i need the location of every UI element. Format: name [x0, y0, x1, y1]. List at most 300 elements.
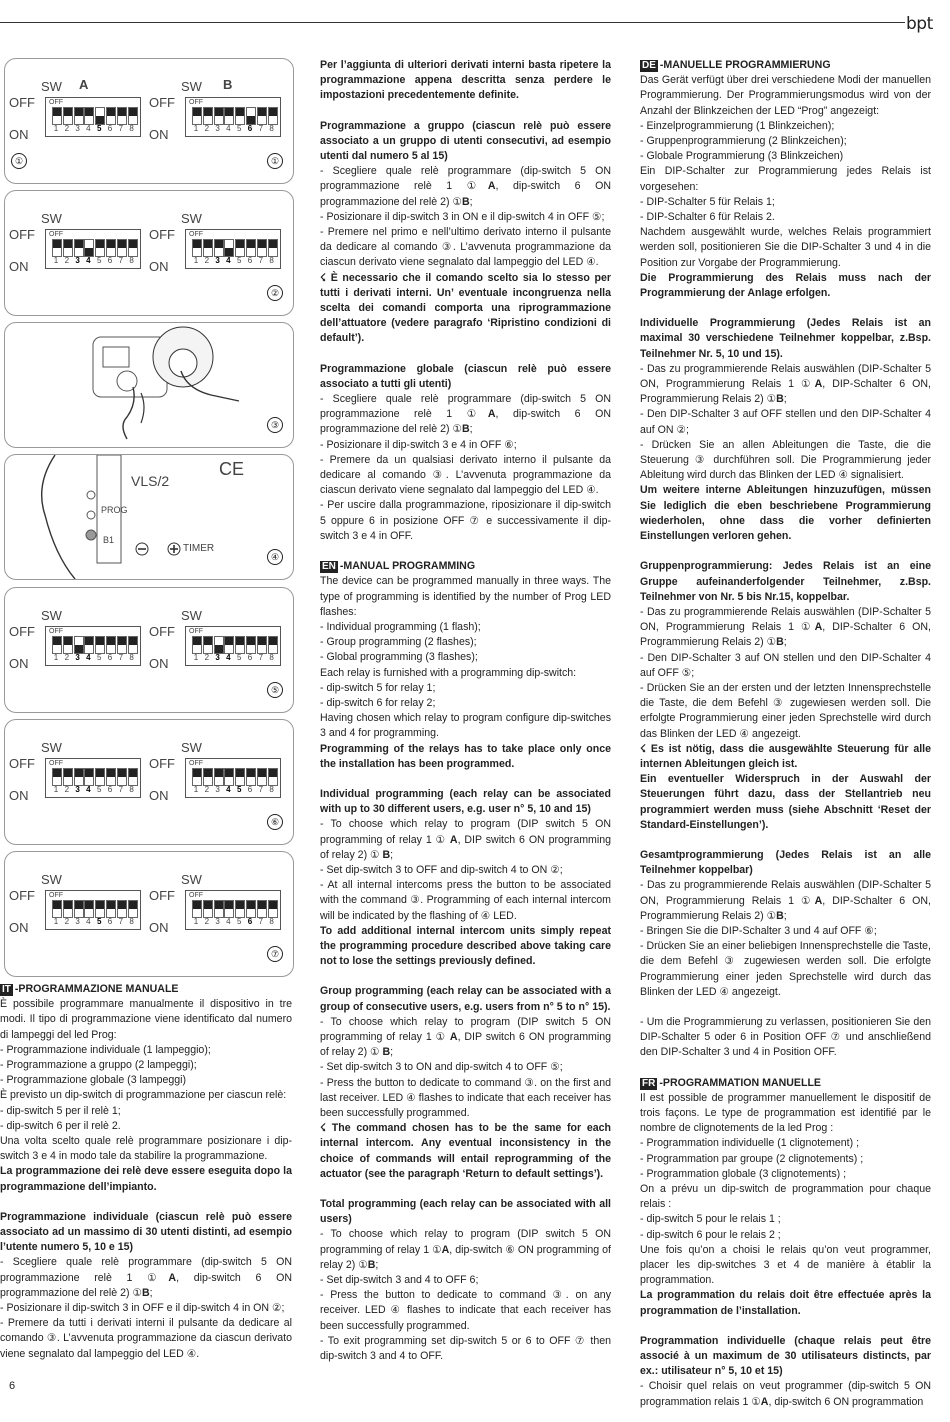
dip-lever — [215, 108, 223, 116]
paragraph: - Set dip-switch 3 and 4 to OFF 6; — [320, 1274, 479, 1287]
off-label: OFF — [149, 888, 175, 903]
dip-off-label: OFF — [189, 99, 203, 106]
sw-label: SW — [41, 211, 62, 226]
dip-off-label: OFF — [189, 892, 203, 899]
dip-number: 1 — [193, 653, 199, 662]
dip-lever — [247, 240, 255, 248]
dip-switch-block — [45, 758, 141, 798]
paragraph: - Posizionare il dip-switch 3 in ON e il dip-switch 4 in OFF ⑤; — [320, 210, 605, 223]
paragraph: The device can be programmed manually in three ways. The type of programming is identified by the number of Prog LED flashes: — [320, 575, 611, 618]
paragraph-gap — [320, 1182, 611, 1197]
dip-number: 7 — [258, 785, 264, 794]
dip-switch-4 — [84, 636, 94, 654]
dip-lever — [53, 901, 61, 909]
paragraph-gap — [640, 1000, 931, 1015]
middle-text-column — [320, 58, 611, 1364]
paragraph: - dip-switch 6 per il relè 2. — [0, 1119, 121, 1132]
sw-label: SW — [181, 211, 202, 226]
dip-switch-6 — [246, 900, 256, 918]
dip-number: 8 — [269, 917, 274, 926]
dip-number: 3 — [215, 124, 220, 133]
dip-number: 5 — [96, 124, 102, 133]
dip-switch-block — [185, 626, 281, 666]
dip-number: 2 — [64, 256, 70, 265]
dip-lever — [53, 108, 61, 116]
dip-lever — [236, 769, 244, 777]
paragraph: IT -PROGRAMMAZIONE MANUALE — [2, 983, 179, 995]
dip-lever — [107, 901, 115, 909]
paragraph: - Scegliere quale relè programmare (dip-switch 5 ON programmazione relè 1 ①A, dip-switch 6 ON programmazione del relè 2) ①B; — [0, 1256, 293, 1299]
dip-lever — [215, 901, 223, 909]
dip-number: 5 — [96, 256, 102, 265]
dip-number: 2 — [64, 124, 70, 133]
dip-lever — [107, 637, 115, 645]
paragraph-gap — [320, 772, 611, 787]
dip-switch-block — [45, 626, 141, 666]
paragraph-gap — [640, 544, 931, 559]
off-label: OFF — [9, 95, 35, 110]
dip-switch-1 — [52, 900, 62, 918]
dip-switch-8 — [128, 900, 138, 918]
dip-number: 4 — [86, 124, 91, 133]
dip-number: 3 — [75, 256, 80, 265]
dip-number: 4 — [86, 256, 91, 265]
dip-number: 6 — [247, 653, 253, 662]
dip-number: 1 — [53, 917, 59, 926]
dip-lever — [269, 901, 277, 909]
italian-text-column — [0, 982, 292, 1362]
dip-number: 5 — [96, 653, 102, 662]
dip-switch-8 — [268, 239, 278, 257]
paragraph: - Programmazione individuale (1 lampeggio); — [0, 1043, 211, 1056]
dip-lever — [225, 637, 233, 645]
dip-lever — [75, 645, 83, 653]
on-label: ON — [149, 259, 169, 274]
dip-number: 1 — [193, 124, 199, 133]
dip-off-label: OFF — [189, 628, 203, 635]
paragraph: - Drücken Sie an allen Ableitungen die Taste, die die Steuerung ③ durchführen soll. Die Programmierung jeder Ableitung wird durch das Blinken der LED ④ signalisiert. — [640, 438, 931, 482]
on-label: ON — [149, 920, 169, 935]
dip-lever — [53, 769, 61, 777]
magnified-button — [169, 349, 197, 377]
paragraph: - Den DIP-Schalter 3 auf OFF stellen und den DIP-Schalter 4 auf ON ②; — [640, 408, 931, 436]
dip-lever — [236, 901, 244, 909]
dip-lever — [64, 637, 72, 645]
dip-lever — [258, 240, 266, 248]
paragraph: On a prévu un dip-switch de programmation pour chaque relais : — [640, 1183, 931, 1211]
dip-number: 5 — [236, 653, 242, 662]
dip-lever — [225, 248, 233, 256]
paragraph: - Global programming (3 flashes); — [320, 651, 478, 664]
intercom-button — [117, 371, 137, 391]
paragraph: Il est possible de programmer manuellement le dispositif de trois façons. Le type de programmation est identifié par le nombre de clignotements de la led Prog : — [640, 1091, 931, 1135]
dip-switch-7 — [257, 768, 267, 786]
dip-switch-5 — [235, 107, 245, 125]
step-marker-7: ⑦ — [267, 946, 283, 962]
paragraph: Gesamtprogrammierung (Jedes Relais ist an alle Teilnehmer koppelbar) — [640, 848, 931, 877]
on-label: ON — [9, 788, 29, 803]
dip-number: 4 — [86, 785, 91, 794]
dip-number: 5 — [236, 124, 242, 133]
dip-number: 1 — [193, 785, 199, 794]
paragraph: - Globale Programmierung (3 Blinkzeichen) — [640, 150, 844, 163]
dip-switch-3 — [214, 107, 224, 125]
dip-switch-1 — [52, 239, 62, 257]
dip-switch-7 — [257, 239, 267, 257]
paragraph: - Das zu programmierende Relais auswählen (DIP-Schalter 5 ON, Programmierung Relais 1 ①A, DIP-Schalter 6 ON, Programmierung Relais 2) ①B; — [640, 879, 931, 922]
dip-lever — [193, 240, 201, 248]
paragraph: - Einzelprogrammierung (1 Blinkzeichen); — [640, 119, 835, 132]
dip-lever — [129, 769, 137, 777]
paragraph: FR -PROGRAMMATION MANUELLE — [642, 1076, 821, 1089]
dip-number: 5 — [236, 785, 242, 794]
dip-switch-5 — [235, 900, 245, 918]
dip-switch-3 — [74, 239, 84, 257]
prog-led-icon — [86, 530, 96, 540]
dip-switch-7 — [117, 900, 127, 918]
dip-off-label: OFF — [189, 760, 203, 767]
step-marker-6: ⑥ — [267, 814, 283, 830]
paragraph: - Programmazione a gruppo (2 lampeggi); — [0, 1059, 197, 1072]
off-label: OFF — [9, 756, 35, 771]
dip-lever — [193, 901, 201, 909]
paragraph: ☇ Es ist nötig, dass die ausgewählte Steuerung für alle internen Ableitungen gleich ist. — [640, 742, 931, 770]
dip-lever — [85, 248, 93, 256]
paragraph: - Posizionare il dip-switch 3 in OFF e il dip-switch 4 in ON ②; — [0, 1302, 285, 1315]
dip-number: 2 — [64, 917, 70, 926]
paragraph: La programmazione dei relè deve essere eseguita dopo la programmazione dell’impianto. — [0, 1165, 292, 1193]
dip-switch-2 — [63, 768, 73, 786]
dip-lever — [107, 108, 115, 116]
dip-switch-8 — [268, 900, 278, 918]
dip-switch-1 — [192, 239, 202, 257]
dip-number: 6 — [107, 917, 113, 926]
dip-lever — [129, 901, 137, 909]
dip-number: 4 — [226, 917, 231, 926]
dip-lever — [204, 901, 212, 909]
step-marker-5: ⑤ — [267, 682, 283, 698]
dip-number: 8 — [129, 124, 134, 133]
off-label: OFF — [149, 227, 175, 242]
sw-label-a: SW — [41, 79, 62, 94]
dip-lever — [96, 769, 104, 777]
dip-switch-4 — [84, 768, 94, 786]
paragraph: - Um die Programmierung zu verlassen, positionieren Sie den DIP-Schalter 5 oder 6 in Position OFF ⑦ und anschließend den DIP-Schalter 3 und 4 in Position OFF. — [640, 1015, 931, 1059]
dip-switch-5 — [95, 107, 105, 125]
dip-number: 6 — [107, 256, 113, 265]
paragraph-gap — [640, 833, 931, 848]
dip-switch-1 — [192, 768, 202, 786]
paragraph: Individuelle Programmierung (Jedes Relais ist an maximal 30 verschiedene Teilnehmer koppelbar, z.Bsp. Teilnehmer Nr. 5, 10 und 15). — [640, 317, 931, 360]
dip-switch-5 — [235, 768, 245, 786]
sw-label: SW — [41, 740, 62, 755]
dip-lever — [96, 116, 104, 124]
dip-number: 7 — [258, 124, 264, 133]
on-label: ON — [149, 788, 169, 803]
dip-number: 3 — [215, 917, 220, 926]
dip-number: 7 — [118, 256, 124, 265]
paragraph: DE -MANUELLE PROGRAMMIERUNG — [642, 59, 831, 71]
dip-number: 8 — [269, 256, 274, 265]
dip-number: 6 — [247, 256, 253, 265]
off-label: OFF — [9, 624, 35, 639]
dip-number: 8 — [269, 653, 274, 662]
paragraph: - Press the button to dedicate to command ③. on the first and last receiver. LED ④ flashes to indicate that each receiver has been successfully programmed. — [320, 1076, 611, 1119]
dip-switch-7 — [117, 107, 127, 125]
dip-number: 6 — [247, 785, 253, 794]
paragraph: - To choose which relay to program (DIP switch 5 ON programming of relay 1 ①A, dip-switch ⑥ ON programming of relay 2) ①B; — [320, 1228, 612, 1271]
dip-switch-2 — [203, 768, 213, 786]
paragraph: Total programming (each relay can be associated with all users) — [320, 1198, 611, 1226]
diagram-panel-6 — [4, 719, 294, 845]
dip-lever — [204, 108, 212, 116]
dip-number: 8 — [269, 124, 274, 133]
dip-lever — [85, 108, 93, 116]
dip-number: 6 — [107, 124, 113, 133]
diagram-panel-4 — [4, 454, 294, 580]
dip-number: 2 — [64, 785, 70, 794]
dip-lever — [107, 240, 115, 248]
paragraph: È possibile programmare manualmente il dispositivo in tre modi. Il tipo di programmazione viene identificato dal numero di lampeggi del led Prog: — [0, 998, 292, 1041]
paragraph-gap — [640, 1061, 931, 1076]
step-marker-4: ④ — [267, 549, 283, 565]
paragraph: - At all internal intercoms press the button to be associated with the command ③. Programming of each internal intercom will be indicated by the flashing of ④ LED. — [320, 879, 611, 922]
dip-number: 5 — [96, 785, 102, 794]
dip-switch-1 — [192, 900, 202, 918]
on-label: ON — [149, 127, 169, 142]
dip-lever — [204, 769, 212, 777]
dip-switch-2 — [203, 107, 213, 125]
dip-lever — [236, 637, 244, 645]
dip-switch-3 — [214, 239, 224, 257]
paragraph: Um weitere interne Ableitungen hinzuzufügen, müssen Sie lediglich die eben beschriebene Programmierung wiederholen, ohne dass die vorher definierten Einstellungen verloren gehen. — [640, 484, 931, 543]
dip-lever — [269, 108, 277, 116]
dip-off-label: OFF — [189, 231, 203, 238]
dip-number: 2 — [64, 653, 70, 662]
diagram-panel-5 — [4, 587, 294, 713]
step-marker-1: ① — [267, 153, 283, 169]
dip-number: 7 — [258, 653, 264, 662]
ce-mark: CE — [219, 459, 245, 479]
dip-off-label: OFF — [49, 628, 63, 635]
dip-switch-3 — [214, 768, 224, 786]
dip-number: 7 — [118, 917, 124, 926]
paragraph: - DIP-Schalter 5 für Relais 1; — [640, 195, 775, 208]
paragraph: Gruppenprogrammierung: Jedes Relais ist an eine Gruppe aufeinanderfolgender Teilnehmer, z.Bsp. Teilnehmer von Nr. 5 bis Nr.15, koppelbar. — [640, 560, 931, 603]
dip-switch-7 — [257, 636, 267, 654]
dip-number: 3 — [75, 917, 80, 926]
dip-switch-block — [45, 97, 141, 137]
off-label: OFF — [9, 888, 35, 903]
paragraph: - Set dip-switch 3 to ON and dip-switch 4 to OFF ⑤; — [320, 1061, 563, 1074]
dip-switch-4 — [84, 900, 94, 918]
dip-switch-block — [185, 97, 281, 137]
dip-lever — [236, 108, 244, 116]
dip-switch-2 — [203, 900, 213, 918]
dip-switch-block — [185, 229, 281, 269]
led-icon — [87, 491, 95, 499]
sw-label: SW — [41, 872, 62, 887]
dip-lever — [258, 637, 266, 645]
dip-switch-3 — [214, 900, 224, 918]
dip-number: 3 — [215, 653, 220, 662]
dip-lever — [85, 637, 93, 645]
dip-lever — [215, 645, 223, 653]
paragraph-gap — [640, 1319, 931, 1334]
dip-lever — [118, 901, 126, 909]
paragraph-gap — [0, 1195, 292, 1210]
dip-lever — [129, 637, 137, 645]
dip-switch-8 — [128, 636, 138, 654]
paragraph: - Scegliere quale relè programmare (dip-switch 5 ON programmazione relè 1 ①A, dip-switch 6 ON programmazione del relè 2) ①B; — [320, 165, 612, 208]
dip-number: 4 — [226, 256, 231, 265]
dip-off-label: OFF — [49, 231, 63, 238]
paragraph: ☇ È necessario che il comando scelto sia lo stesso per tutti i derivati interni. Un’ eventuale incongruenza nella scelta dei comandi comporta una riprogrammazione dell’attuatore (vedere paragrafo ‘Ripristino condizioni di default’). — [320, 271, 611, 345]
dip-lever — [85, 901, 93, 909]
dip-lever — [269, 240, 277, 248]
dip-number: 2 — [204, 256, 210, 265]
dip-lever — [129, 240, 137, 248]
on-label: ON — [149, 656, 169, 671]
dip-lever — [247, 901, 255, 909]
step-marker-1: ① — [11, 153, 27, 169]
dip-lever — [118, 637, 126, 645]
step-marker-2: ② — [267, 285, 283, 301]
dip-off-label: OFF — [49, 760, 63, 767]
sw-label: SW — [181, 608, 202, 623]
paragraph: La programmation du relais doit être effectuée après la programmation de l’installation. — [640, 1289, 931, 1317]
paragraph: To add additional internal intercom units simply repeat the programming procedure described above taking care not to lose the settings previously defined. — [320, 924, 611, 968]
dip-lever — [118, 769, 126, 777]
dip-lever — [204, 637, 212, 645]
dip-switch-7 — [117, 239, 127, 257]
dip-switch-6 — [106, 239, 116, 257]
dip-switch-5 — [95, 239, 105, 257]
paragraph: - To choose which relay to program (DIP switch 5 ON programming of relay 1 ① A, DIP switch 6 ON programming of relay 2) ① B; — [320, 1015, 611, 1059]
paragraph-gap — [320, 969, 611, 984]
dip-lever — [215, 240, 223, 248]
dip-switch-4 — [84, 107, 94, 125]
dip-number: 7 — [118, 785, 124, 794]
relay-label-a: A — [79, 77, 89, 92]
paragraph: - Programmation par groupe (2 clignotements) ; — [640, 1152, 864, 1165]
dip-number: 1 — [193, 256, 199, 265]
paragraph: Das Gerät verfügt über drei verschiedene Modi der manuellen Programmierung. Der Programmierungsmodus wird von der Anzahl der Blinkzeichen der LED “Prog” angezeigt: — [640, 74, 931, 117]
paragraph: Per l’aggiunta di ulteriori derivati interni basta ripetere la programmazione appena descritta senza perdere le impostazioni precedentemente definite. — [320, 59, 611, 102]
dip-off-label: OFF — [49, 99, 63, 106]
paragraph: - Individual programming (1 flash); — [320, 620, 481, 633]
dip-switch-1 — [52, 636, 62, 654]
dip-lever — [193, 769, 201, 777]
dip-switch-5 — [95, 900, 105, 918]
dip-number: 6 — [107, 785, 113, 794]
dip-number: 2 — [204, 785, 210, 794]
off-label: OFF — [149, 624, 175, 639]
paragraph: Programmazione individuale (ciascun relè può essere associato ad un massimo di 30 utenti distinti, ad esempio l’utente numero 5, 10 e 15) — [0, 1210, 292, 1254]
paragraph: Group programming (each relay can be associated with a group of consecutive users, e.g. users from n° 5 to n° 15). — [320, 985, 611, 1013]
right-text-column — [640, 58, 931, 1410]
dip-lever — [225, 769, 233, 777]
dip-lever — [53, 240, 61, 248]
dip-switch-5 — [95, 768, 105, 786]
dip-switch-6 — [246, 239, 256, 257]
dip-lever — [107, 769, 115, 777]
off-label: OFF — [149, 756, 175, 771]
dip-switch-6 — [106, 900, 116, 918]
paragraph: - Bringen Sie die DIP-Schalter 3 und 4 auf OFF ⑥; — [640, 924, 877, 937]
dip-number: 1 — [53, 785, 59, 794]
paragraph: - Den DIP-Schalter 3 auf ON stellen und den DIP-Schalter 4 auf OFF ⑤; — [640, 651, 931, 679]
sw-label: SW — [181, 872, 202, 887]
dip-switch-8 — [268, 768, 278, 786]
dip-number: 3 — [75, 124, 80, 133]
header-rule — [0, 22, 905, 23]
sw-label: SW — [181, 740, 202, 755]
dip-number: 8 — [269, 785, 274, 794]
dip-lever — [85, 769, 93, 777]
dip-number: 8 — [129, 785, 134, 794]
paragraph: - Programmation globale (3 clignotements) ; — [640, 1167, 847, 1180]
dip-switch-block — [185, 890, 281, 930]
dip-switch-1 — [52, 107, 62, 125]
dip-number: 6 — [247, 917, 253, 926]
paragraph: - Das zu programmierende Relais auswählen (DIP-Schalter 5 ON, Programmierung Relais 1 ①A, DIP-Schalter 6 ON, Programmierung Relais 2) ①B; — [640, 605, 931, 649]
off-label: OFF — [149, 95, 175, 110]
paragraph: - To choose which relay to program (DIP switch 5 ON programming of relay 1 ① A, DIP switch 6 ON programming of relay 2) ① B; — [320, 818, 611, 861]
on-label: ON — [9, 127, 29, 142]
dip-switch-4 — [224, 107, 234, 125]
dip-switch-8 — [128, 768, 138, 786]
on-label: ON — [9, 656, 29, 671]
sw-label-b: SW — [181, 79, 202, 94]
dip-number: 4 — [226, 124, 231, 133]
paragraph: È previsto un dip-switch di programmazione per ciascun relè: — [0, 1089, 287, 1102]
diagram-panel-1 — [4, 58, 294, 184]
dip-lever — [118, 108, 126, 116]
dip-switch-block — [185, 758, 281, 798]
paragraph: Each relay is furnished with a programming dip-switch: — [320, 666, 577, 679]
paragraph: Programmazione globale (ciascun relè può essere associato a tutti gli utenti) — [320, 362, 611, 390]
dip-switch-4 — [224, 768, 234, 786]
dip-number: 1 — [53, 256, 59, 265]
dip-number: 1 — [193, 917, 199, 926]
dip-switch-3 — [74, 636, 84, 654]
paragraph: - Choisir quel relais on veut programmer (dip-switch 5 ON programmation relais 1 ①A, dip-switch 6 ON programmation — [640, 1380, 931, 1408]
paragraph: - dip-switch 6 pour le relais 2 ; — [640, 1228, 781, 1241]
paragraph-gap — [320, 544, 611, 559]
dip-lever — [64, 901, 72, 909]
dip-switch-6 — [106, 107, 116, 125]
dip-lever — [247, 637, 255, 645]
intercom-display — [103, 347, 129, 367]
dip-lever — [215, 769, 223, 777]
dip-switch-2 — [203, 239, 213, 257]
dip-switch-2 — [63, 900, 73, 918]
dip-lever — [118, 240, 126, 248]
paragraph: EN -MANUAL PROGRAMMING — [322, 560, 476, 573]
prog-label: PROG — [101, 505, 128, 515]
bpt-logo: bpt — [906, 14, 933, 34]
paragraph: - Gruppenprogrammierung (2 Blinkzeichen); — [640, 135, 847, 148]
dip-number: 8 — [129, 917, 134, 926]
dip-number: 7 — [258, 917, 264, 926]
dip-switch-4 — [224, 900, 234, 918]
dip-switch-2 — [63, 636, 73, 654]
dip-switch-8 — [268, 636, 278, 654]
dip-lever — [53, 637, 61, 645]
dip-switch-6 — [246, 768, 256, 786]
paragraph: - dip-switch 5 for relay 1; — [320, 681, 436, 694]
